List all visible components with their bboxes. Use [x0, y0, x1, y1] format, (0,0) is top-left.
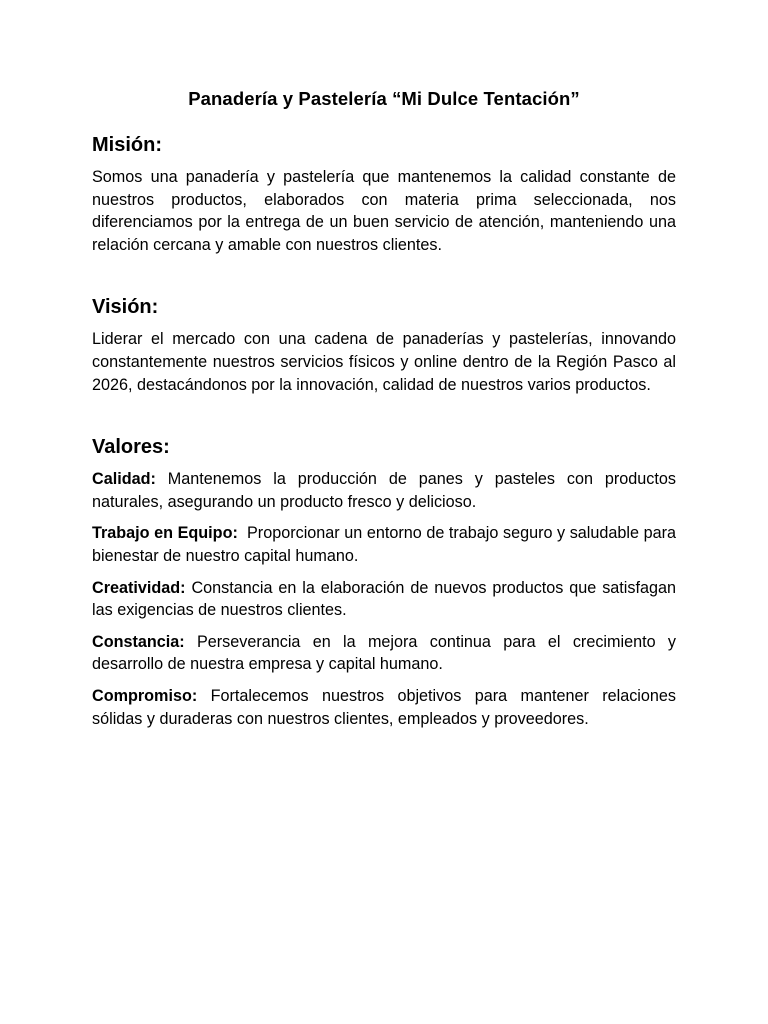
document-title: Panadería y Pastelería “Mi Dulce Tentación” [188, 88, 580, 109]
value-name: Trabajo en Equipo: [92, 524, 238, 543]
value-item-calidad [92, 468, 676, 513]
value-name: Constancia: [92, 632, 185, 651]
value-name: Compromiso: [92, 686, 198, 705]
value-name: Creatividad: [92, 578, 186, 597]
mision-heading: Misión: [92, 134, 162, 156]
vision-heading: Visión: [92, 296, 159, 319]
value-description: Proporcionar un entorno de trabajo seguro y saludable para bienestar de nuestro capital humano. [92, 524, 681, 565]
value-item-constancia [92, 631, 676, 676]
mision-section [92, 134, 676, 256]
value-name: Calidad: [92, 470, 156, 489]
value-item-creatividad [92, 577, 676, 622]
value-description: Perseverancia en la mejora continua para el crecimiento y desarrollo de nuestra empresa y capital humano. [92, 632, 676, 674]
value-item-compromiso [92, 685, 676, 730]
value-item-trabajo-en-equipo [92, 522, 681, 567]
mision-text: Somos una panadería y pastelería que mantenemos la calidad constante de nuestros productos, elaborados con materia prima seleccionada, nos diferenciamos por la entrega de un buen servicio de atención, manteniendo una relación cercana y amable con nuestros clientes. [92, 168, 676, 254]
value-description: Constancia en la elaboración de nuevos productos que satisfagan las exigencias de nuestros clientes. [92, 578, 676, 620]
valores-heading: Valores: [92, 436, 170, 459]
value-description: Fortalecemos nuestros objetivos para mantener relaciones sólidas y duraderas con nuestros clientes, empleados y proveedores. [92, 686, 676, 728]
vision-text: Liderar el mercado con una cadena de panaderías y pastelerías, innovando constantemente nuestros servicios físicos y online dentro de la Región Pasco al 2026, destacándonos por la innovación, calidad de nuestros varios productos. [92, 330, 676, 394]
valores-section [92, 436, 681, 730]
value-description: Mantenemos la producción de panes y pasteles con productos naturales, asegurando un producto fresco y delicioso. [92, 470, 676, 511]
vision-section [92, 296, 676, 396]
